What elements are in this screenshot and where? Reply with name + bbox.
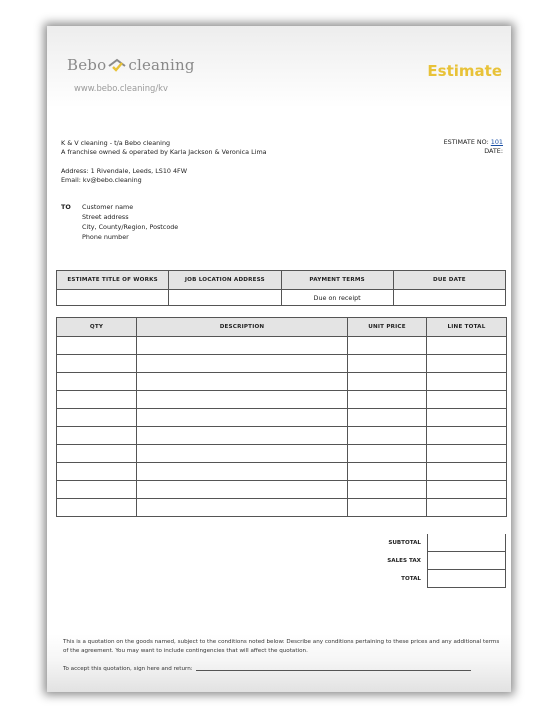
unit-price-cell[interactable] — [348, 373, 427, 391]
column-header: QTY — [57, 318, 137, 337]
date-label: DATE: — [484, 147, 503, 155]
unit-price-cell[interactable] — [348, 481, 427, 499]
total-field[interactable] — [427, 570, 506, 588]
column-header: LINE TOTAL — [427, 318, 507, 337]
qty-cell[interactable] — [57, 337, 137, 355]
job-info-table — [56, 270, 506, 306]
description-cell[interactable] — [137, 463, 348, 481]
line-total-cell[interactable] — [427, 499, 507, 517]
qty-cell[interactable] — [57, 355, 137, 373]
description-cell[interactable] — [137, 481, 348, 499]
house-icon — [107, 58, 127, 77]
table-header-row — [57, 318, 507, 337]
qty-cell[interactable] — [57, 427, 137, 445]
sales-tax-row — [56, 552, 506, 570]
description-cell[interactable] — [137, 391, 348, 409]
table-row — [57, 391, 507, 409]
qty-cell[interactable] — [57, 481, 137, 499]
column-header: DUE DATE — [393, 271, 505, 290]
column-header: ESTIMATE TITLE OF WORKS — [57, 271, 169, 290]
website-url: www.bebo.cleaning/kv — [74, 83, 168, 93]
payment-terms-cell[interactable]: Due on receipt — [281, 290, 393, 306]
total-row — [56, 570, 506, 588]
description-cell[interactable] — [137, 337, 348, 355]
table-header-row — [57, 271, 506, 290]
title-of-works-cell[interactable] — [57, 290, 169, 306]
line-total-cell[interactable] — [427, 445, 507, 463]
table-row — [57, 427, 507, 445]
line-items-table — [56, 317, 507, 517]
qty-cell[interactable] — [57, 409, 137, 427]
qty-cell[interactable] — [57, 445, 137, 463]
line-total-cell[interactable] — [427, 409, 507, 427]
table-row — [57, 409, 507, 427]
recipient-line[interactable]: Phone number — [82, 233, 129, 241]
unit-price-cell[interactable] — [348, 409, 427, 427]
column-header: UNIT PRICE — [348, 318, 427, 337]
company-email: Email: kv@bebo.cleaning — [61, 176, 142, 184]
unit-price-cell[interactable] — [348, 499, 427, 517]
document-title: Estimate — [427, 62, 502, 80]
description-cell[interactable] — [137, 427, 348, 445]
recipient-line[interactable]: Customer name — [82, 203, 134, 211]
line-total-cell[interactable] — [427, 427, 507, 445]
bebo-logo — [67, 56, 195, 77]
qty-cell[interactable] — [57, 499, 137, 517]
subtotal-field[interactable] — [427, 534, 506, 552]
description-cell[interactable] — [137, 445, 348, 463]
company-info — [61, 139, 267, 157]
estimate-number[interactable]: 101 — [490, 138, 503, 146]
unit-price-cell[interactable] — [348, 355, 427, 373]
sales-tax-label: SALES TAX — [387, 558, 421, 564]
subtotal-row — [56, 534, 506, 552]
logo-text-left: Bebo — [67, 56, 107, 74]
table-row — [57, 373, 507, 391]
logo-text-right: cleaning — [128, 56, 195, 74]
table-row — [57, 355, 507, 373]
recipient-block — [82, 202, 178, 242]
line-total-cell[interactable] — [427, 463, 507, 481]
franchise-owner: A franchise owned & operated by Karla Jackson & Veronica Lima — [61, 148, 267, 156]
unit-price-cell[interactable] — [348, 337, 427, 355]
signature-label: To accept this quotation, sign here and return: — [63, 666, 193, 672]
description-cell[interactable] — [137, 373, 348, 391]
table-row — [57, 463, 507, 481]
company-contact — [61, 167, 187, 185]
qty-cell[interactable] — [57, 391, 137, 409]
totals-section — [56, 534, 506, 588]
unit-price-cell[interactable] — [348, 463, 427, 481]
column-header: JOB LOCATION ADDRESS — [169, 271, 281, 290]
signature-line[interactable] — [196, 670, 471, 671]
quotation-terms: This is a quotation on the goods named, subject to the conditions noted below: Describe any conditions pertaining to these prices and any additional terms of the agreement. You may want to include contingencies that will affect the quotation. — [63, 639, 500, 654]
recipient-line[interactable]: Street address — [82, 213, 129, 221]
unit-price-cell[interactable] — [348, 427, 427, 445]
qty-cell[interactable] — [57, 373, 137, 391]
description-cell[interactable] — [137, 499, 348, 517]
company-name: K & V cleaning - t/a Bebo cleaning — [61, 139, 171, 147]
description-cell[interactable] — [137, 409, 348, 427]
estimate-meta — [444, 138, 503, 156]
qty-cell[interactable] — [57, 463, 137, 481]
column-header: DESCRIPTION — [137, 318, 348, 337]
due-date-cell[interactable] — [393, 290, 505, 306]
table-row — [57, 499, 507, 517]
subtotal-label: SUBTOTAL — [388, 540, 421, 546]
job-location-cell[interactable] — [169, 290, 281, 306]
signature-area — [63, 666, 471, 672]
column-header: PAYMENT TERMS — [281, 271, 393, 290]
line-total-cell[interactable] — [427, 391, 507, 409]
unit-price-cell[interactable] — [348, 445, 427, 463]
line-total-cell[interactable] — [427, 481, 507, 499]
line-total-cell[interactable] — [427, 355, 507, 373]
line-total-cell[interactable] — [427, 337, 507, 355]
estimate-page — [47, 26, 511, 692]
company-address: Address: 1 Rivendale, Leeds, LS10 4FW — [61, 167, 188, 175]
unit-price-cell[interactable] — [348, 391, 427, 409]
table-row — [57, 337, 507, 355]
total-label: TOTAL — [401, 576, 421, 582]
line-items-body — [57, 337, 507, 517]
table-row — [57, 481, 507, 499]
table-row — [57, 290, 506, 306]
line-total-cell[interactable] — [427, 373, 507, 391]
to-label: TO — [61, 203, 71, 211]
description-cell[interactable] — [137, 355, 348, 373]
estimate-number-label: ESTIMATE NO: — [443, 138, 489, 146]
recipient-line[interactable]: City, County/Region, Postcode — [82, 223, 179, 231]
table-row — [57, 445, 507, 463]
sales-tax-field[interactable] — [427, 552, 506, 570]
